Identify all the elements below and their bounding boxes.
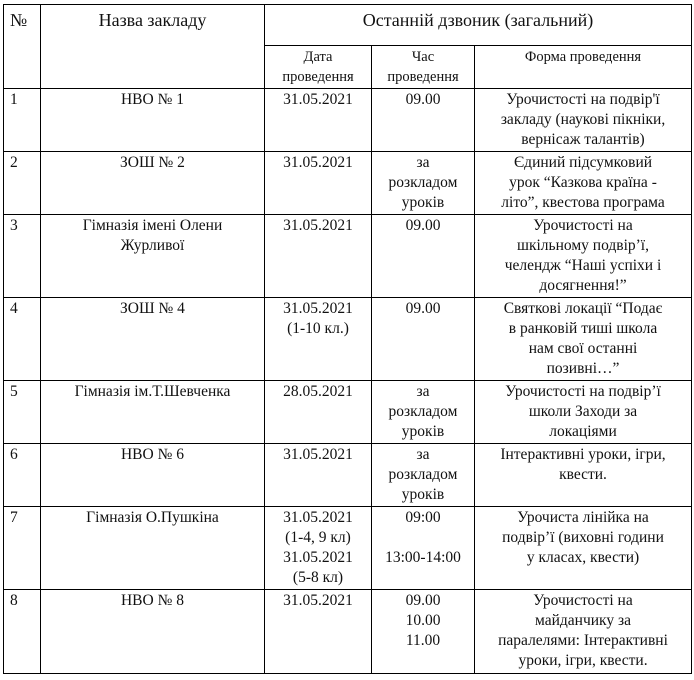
header-row-1 bbox=[4, 5, 692, 46]
institution-name-line: Гімназія О.Пушкіна bbox=[86, 509, 219, 526]
table-row bbox=[4, 507, 692, 590]
form-line: Єдиний підсумковий bbox=[513, 154, 653, 171]
header-date-line: проведення bbox=[282, 69, 354, 85]
time-line: за bbox=[416, 383, 430, 400]
time-cell bbox=[372, 89, 475, 152]
time-line: 09:00 bbox=[405, 509, 441, 526]
form-line: Інтерактивні уроки, ігри, bbox=[500, 446, 666, 463]
row-number-cell: 4 bbox=[4, 298, 41, 381]
institution-name-cell bbox=[41, 507, 265, 590]
form-cell bbox=[475, 381, 692, 444]
time-line: 09.00 bbox=[405, 300, 441, 317]
institution-name-line: ЗОШ № 2 bbox=[120, 154, 185, 171]
date-cell bbox=[265, 298, 372, 381]
date-line: 31.05.2021 bbox=[283, 509, 353, 526]
form-line: позивні…” bbox=[546, 360, 620, 377]
header-time-line: Час bbox=[411, 49, 435, 65]
form-line: вернісаж талантів) bbox=[521, 131, 645, 148]
form-line: Урочистості на bbox=[533, 592, 633, 609]
form-line: уроки, ігри, квести. bbox=[518, 652, 648, 669]
form-cell bbox=[475, 89, 692, 152]
row-number-cell: 2 bbox=[4, 152, 41, 215]
header-time bbox=[372, 46, 475, 89]
institution-name-cell bbox=[41, 298, 265, 381]
institution-name-cell bbox=[41, 152, 265, 215]
time-line bbox=[376, 528, 470, 548]
form-line: у класах, квести) bbox=[526, 549, 640, 566]
institution-name-cell bbox=[41, 89, 265, 152]
institution-name-cell bbox=[41, 590, 265, 674]
table-row bbox=[4, 590, 692, 674]
date-cell bbox=[265, 152, 372, 215]
time-cell bbox=[372, 590, 475, 674]
time-line: розкладом bbox=[388, 403, 458, 420]
form-line: урок “Казкова країна - bbox=[509, 174, 657, 191]
time-cell bbox=[372, 152, 475, 215]
form-cell bbox=[475, 215, 692, 298]
institution-name-line: НВО № 8 bbox=[120, 592, 184, 609]
date-line: 31.05.2021 bbox=[283, 446, 353, 463]
date-line: 31.05.2021 bbox=[283, 592, 353, 609]
table-row bbox=[4, 298, 692, 381]
form-cell bbox=[475, 590, 692, 674]
row-number-cell: 1 bbox=[4, 89, 41, 152]
form-line: локаціями bbox=[549, 423, 617, 440]
header-date bbox=[265, 46, 372, 89]
institution-name-line: Гімназія імені Олени bbox=[82, 217, 223, 234]
form-cell bbox=[475, 298, 692, 381]
time-line: уроків bbox=[401, 486, 445, 503]
form-cell bbox=[475, 507, 692, 590]
time-cell bbox=[372, 215, 475, 298]
form-line: паралелями: Інтерактивні bbox=[498, 632, 668, 649]
date-line: (5-8 кл) bbox=[292, 569, 344, 586]
table-row bbox=[4, 152, 692, 215]
table-row bbox=[4, 444, 692, 507]
institution-name-line: ЗОШ № 4 bbox=[120, 300, 185, 317]
header-date-line: Дата bbox=[303, 49, 333, 65]
date-cell bbox=[265, 215, 372, 298]
time-line: 09.00 bbox=[405, 217, 441, 234]
date-line: (1-10 кл.) bbox=[287, 320, 349, 337]
form-line: подвір’ї (виховні години bbox=[502, 529, 664, 546]
table-row bbox=[4, 89, 692, 152]
date-line: 31.05.2021 bbox=[283, 300, 353, 317]
time-cell bbox=[372, 381, 475, 444]
form-line: нам свої останні bbox=[528, 340, 638, 357]
time-cell bbox=[372, 298, 475, 381]
date-cell bbox=[265, 381, 372, 444]
time-line: за bbox=[416, 154, 430, 171]
time-line: 11.00 bbox=[405, 632, 441, 649]
date-line: 28.05.2021 bbox=[283, 383, 353, 400]
row-number-cell: 5 bbox=[4, 381, 41, 444]
form-line: школи Заходи за bbox=[528, 403, 638, 420]
time-line: 13:00-14:00 bbox=[385, 549, 461, 566]
row-number-cell: 3 bbox=[4, 215, 41, 298]
time-line: за bbox=[416, 446, 430, 463]
institution-name-line: Гімназія ім.Т.Шевченка bbox=[74, 383, 231, 400]
form-line: челендж “Наші успіхи і bbox=[504, 257, 662, 274]
header-time-line: проведення bbox=[387, 69, 459, 85]
date-cell bbox=[265, 507, 372, 590]
form-line: шкільному подвір’ї, bbox=[517, 237, 649, 254]
header-institution-name: Назва закладу bbox=[41, 5, 265, 89]
form-line: Урочистості на подвір'ї bbox=[506, 91, 660, 108]
time-line: 09.00 bbox=[405, 91, 441, 108]
form-line: закладу (наукові пікніки, bbox=[500, 111, 666, 128]
date-cell bbox=[265, 444, 372, 507]
form-line: квести. bbox=[559, 466, 607, 483]
institution-name-cell bbox=[41, 444, 265, 507]
form-line: Святкові локації “Подає bbox=[503, 300, 663, 317]
header-last-bell: Останній дзвоник (загальний) bbox=[265, 5, 692, 46]
row-number-cell: 6 bbox=[4, 444, 41, 507]
date-line: 31.05.2021 bbox=[283, 154, 353, 171]
time-line: 10.00 bbox=[405, 612, 441, 629]
row-number-cell: 7 bbox=[4, 507, 41, 590]
time-cell bbox=[372, 444, 475, 507]
date-line: 31.05.2021 bbox=[283, 549, 353, 566]
row-number-cell: 8 bbox=[4, 590, 41, 674]
time-line: розкладом bbox=[388, 174, 458, 191]
form-line: майданчику за bbox=[535, 612, 631, 629]
date-cell bbox=[265, 590, 372, 674]
form-line: досягнення!” bbox=[539, 277, 627, 294]
form-cell bbox=[475, 152, 692, 215]
institution-name-cell bbox=[41, 215, 265, 298]
table-row bbox=[4, 215, 692, 298]
time-line: 09.00 bbox=[405, 592, 441, 609]
form-line: Урочистості на bbox=[533, 217, 633, 234]
table-row bbox=[4, 381, 692, 444]
time-line: уроків bbox=[401, 194, 445, 211]
date-cell bbox=[265, 89, 372, 152]
form-cell bbox=[475, 444, 692, 507]
form-line: Урочиста лінійка на bbox=[517, 509, 649, 526]
form-line: літо”, квестова програма bbox=[501, 194, 665, 211]
institution-name-cell bbox=[41, 381, 265, 444]
date-line: 31.05.2021 bbox=[283, 217, 353, 234]
institution-name-line: НВО № 1 bbox=[120, 91, 184, 108]
institution-name-line: НВО № 6 bbox=[120, 446, 184, 463]
date-line: (1-4, 9 кл) bbox=[285, 529, 351, 546]
date-line: 31.05.2021 bbox=[283, 91, 353, 108]
schedule-table bbox=[3, 4, 692, 674]
header-number: № bbox=[4, 5, 41, 89]
form-line: в ранковій тиші школа bbox=[508, 320, 658, 337]
time-cell bbox=[372, 507, 475, 590]
form-line: Урочистості на подвір’ї bbox=[505, 383, 661, 400]
institution-name-line: Журливої bbox=[120, 237, 185, 254]
header-form: Форма проведення bbox=[475, 46, 692, 89]
time-line: уроків bbox=[401, 423, 445, 440]
time-line: розкладом bbox=[388, 466, 458, 483]
